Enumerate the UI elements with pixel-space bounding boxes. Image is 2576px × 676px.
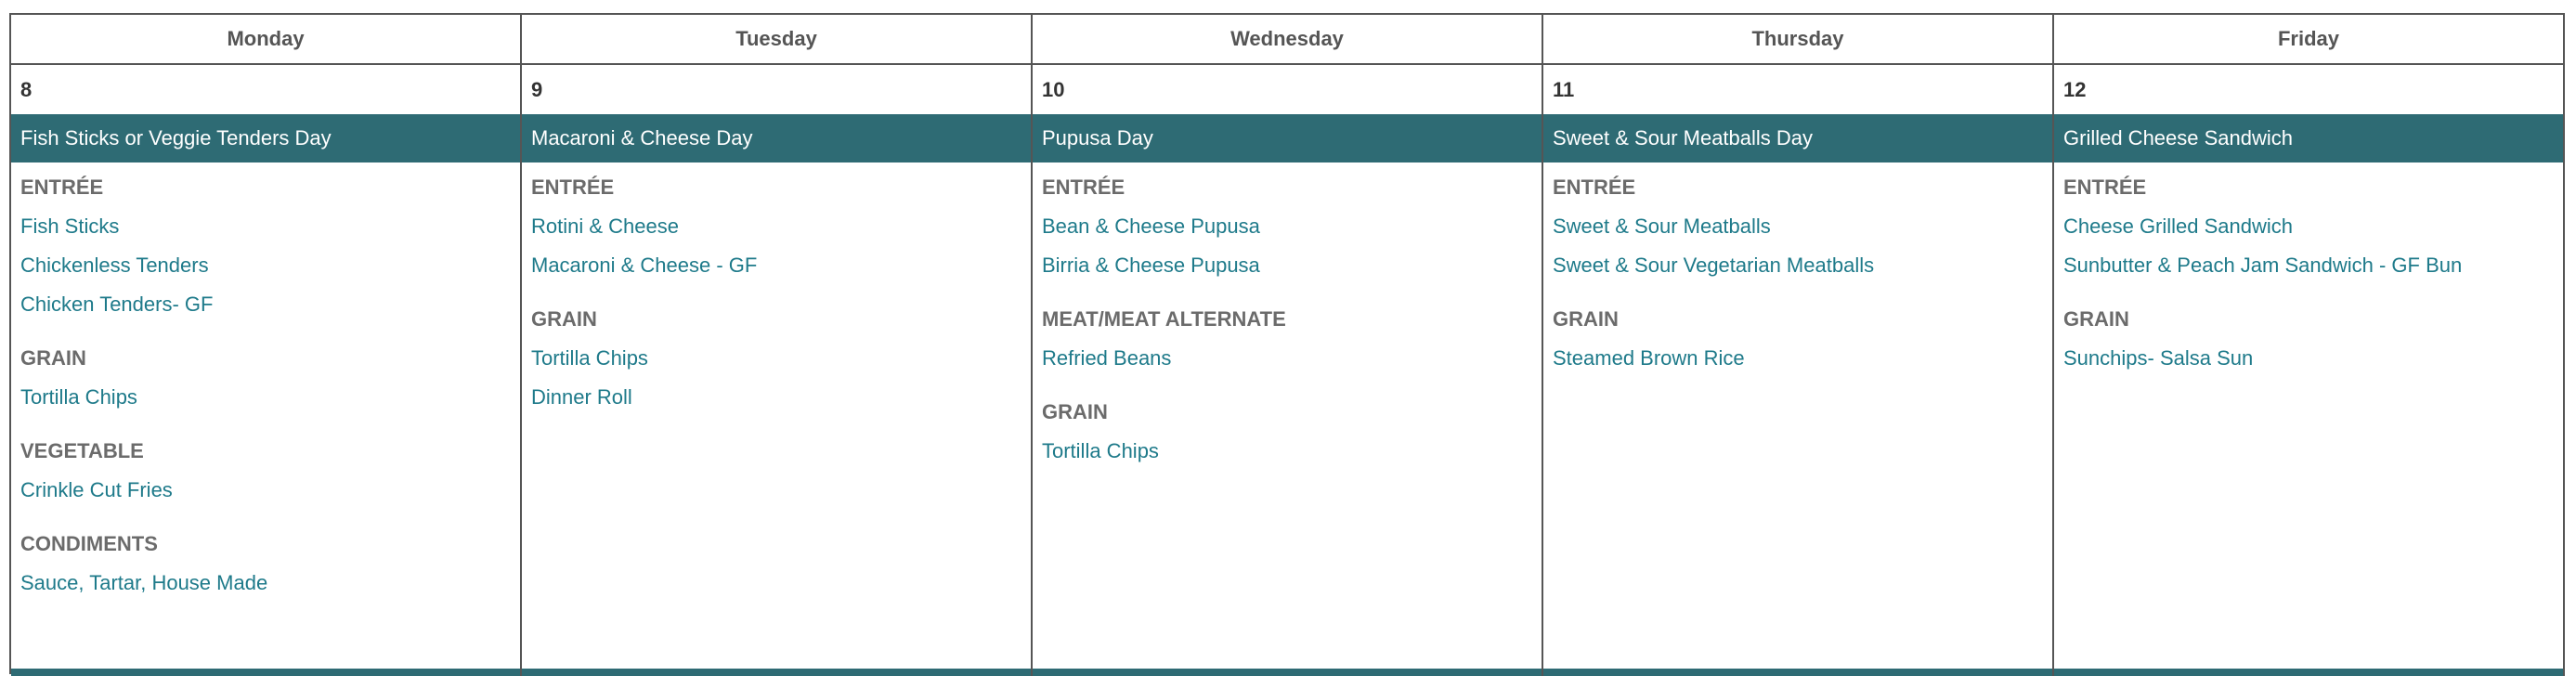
- category-title: ENTRÉE: [20, 176, 104, 199]
- day-date: 10: [1042, 77, 1065, 101]
- menu-item-link[interactable]: Rotini & Cheese: [531, 214, 679, 238]
- day-theme-banner: Pupusa Day: [1033, 114, 1542, 162]
- menu-item-link[interactable]: Dinner Roll: [531, 385, 632, 409]
- menu-item-link[interactable]: Sunchips- Salsa Sun: [2063, 346, 2254, 370]
- category-title: ENTRÉE: [2063, 176, 2147, 199]
- menu-category-grain: [1553, 306, 2043, 372]
- day-date: 8: [20, 77, 33, 101]
- day-header: Thursday: [1543, 15, 2052, 65]
- menu-item-link[interactable]: Sauce, Tartar, House Made: [20, 571, 268, 594]
- bottom-theme-bar: [11, 669, 520, 676]
- menu-category-grain: [531, 306, 1021, 411]
- day-menu-body: [1543, 162, 2052, 372]
- menu-item-link[interactable]: Tortilla Chips: [531, 346, 648, 370]
- day-header: Monday: [11, 15, 520, 65]
- category-title: ENTRÉE: [1553, 176, 1636, 199]
- day-menu-body: [1033, 162, 1542, 465]
- menu-item-link[interactable]: Sweet & Sour Meatballs: [1553, 214, 1771, 238]
- category-title: GRAIN: [1042, 400, 1108, 423]
- day-column-wednesday: [1033, 15, 1543, 676]
- day-date: 9: [531, 77, 543, 101]
- bottom-theme-bar: [1543, 669, 2052, 676]
- menu-category-entr-e: [531, 174, 1021, 280]
- menu-item-link[interactable]: Birria & Cheese Pupusa: [1042, 254, 1260, 277]
- day-date: 11: [1553, 77, 1575, 101]
- day-theme-banner: Grilled Cheese Sandwich: [2054, 114, 2563, 162]
- category-title: ENTRÉE: [531, 176, 615, 199]
- category-title: VEGETABLE: [20, 439, 144, 462]
- day-header: Friday: [2054, 15, 2563, 65]
- menu-category-grain: [1042, 398, 1532, 465]
- menu-category-meat-meat-alternate: [1042, 306, 1532, 372]
- weekly-menu-calendar: [9, 13, 2565, 674]
- menu-category-condiments: [20, 530, 511, 597]
- day-header: Tuesday: [522, 15, 1031, 65]
- menu-category-entr-e: [1042, 174, 1532, 280]
- menu-category-entr-e: [2063, 174, 2554, 280]
- category-title: CONDIMENTS: [20, 532, 158, 555]
- day-header: Wednesday: [1033, 15, 1542, 65]
- category-title: MEAT/MEAT ALTERNATE: [1042, 307, 1286, 331]
- day-menu-body: [11, 162, 520, 597]
- menu-item-link[interactable]: Sweet & Sour Vegetarian Meatballs: [1553, 254, 1875, 277]
- category-title: GRAIN: [20, 346, 86, 370]
- menu-category-vegetable: [20, 437, 511, 504]
- day-theme-banner: Macaroni & Cheese Day: [522, 114, 1031, 162]
- menu-item-link[interactable]: Macaroni & Cheese - GF: [531, 254, 758, 277]
- menu-item-link[interactable]: Bean & Cheese Pupusa: [1042, 214, 1260, 238]
- menu-item-link[interactable]: Tortilla Chips: [20, 385, 137, 409]
- day-menu-body: [2054, 162, 2563, 372]
- bottom-theme-bar: [1033, 669, 1542, 676]
- day-menu-body: [522, 162, 1031, 411]
- day-theme-banner: Fish Sticks or Veggie Tenders Day: [11, 114, 520, 162]
- menu-category-entr-e: [20, 174, 511, 318]
- menu-item-link[interactable]: Refried Beans: [1042, 346, 1172, 370]
- day-date: 12: [2063, 77, 2087, 101]
- bottom-theme-bar: [522, 669, 1031, 676]
- day-column-tuesday: [522, 15, 1033, 676]
- menu-item-link[interactable]: Cheese Grilled Sandwich: [2063, 214, 2294, 238]
- bottom-theme-bar: [2054, 669, 2563, 676]
- category-title: GRAIN: [2063, 307, 2129, 331]
- menu-item-link[interactable]: Chicken Tenders- GF: [20, 292, 214, 316]
- menu-category-grain: [2063, 306, 2554, 372]
- menu-item-link[interactable]: Tortilla Chips: [1042, 439, 1159, 462]
- menu-item-link[interactable]: Crinkle Cut Fries: [20, 478, 173, 501]
- category-title: ENTRÉE: [1042, 176, 1125, 199]
- menu-item-link[interactable]: Fish Sticks: [20, 214, 120, 238]
- menu-item-link[interactable]: Chickenless Tenders: [20, 254, 209, 277]
- category-title: GRAIN: [1553, 307, 1619, 331]
- day-column-thursday: [1543, 15, 2054, 676]
- menu-item-link[interactable]: Steamed Brown Rice: [1553, 346, 1745, 370]
- day-theme-banner: Sweet & Sour Meatballs Day: [1543, 114, 2052, 162]
- day-column-monday: [11, 15, 522, 676]
- day-column-friday: [2054, 15, 2565, 676]
- category-title: GRAIN: [531, 307, 597, 331]
- menu-category-entr-e: [1553, 174, 2043, 280]
- menu-category-grain: [20, 344, 511, 411]
- menu-item-link[interactable]: Sunbutter & Peach Jam Sandwich - GF Bun: [2063, 254, 2463, 277]
